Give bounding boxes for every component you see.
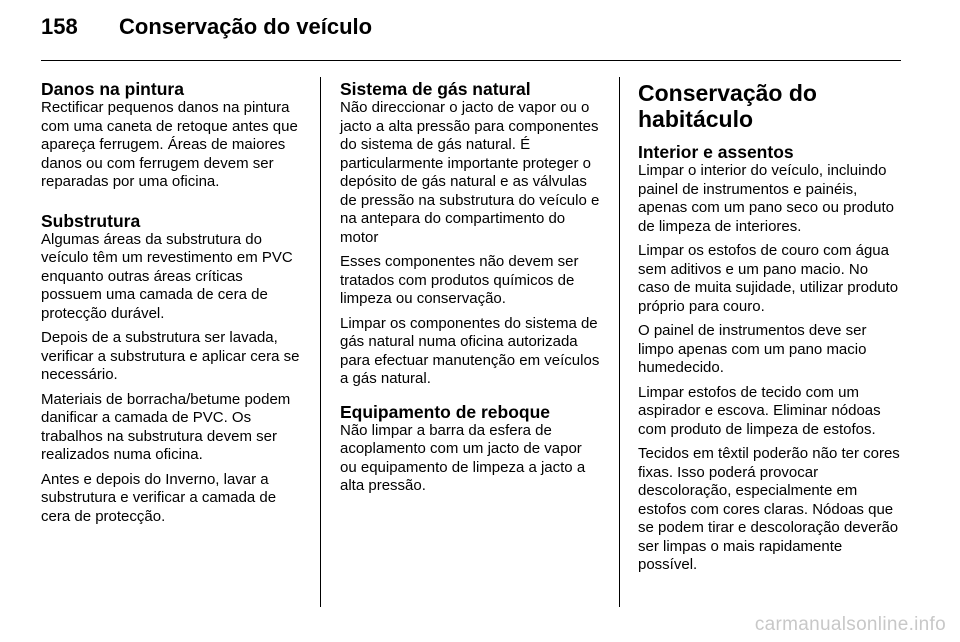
column-divider-1 xyxy=(320,77,321,607)
page-number: 158 xyxy=(41,14,78,39)
page-title: Conservação do veículo xyxy=(119,14,373,39)
header-rule xyxy=(41,60,901,61)
paragraph: O painel de instrumentos deve ser limpo apenas com um pano macio humedecido. xyxy=(638,322,867,376)
column-3 xyxy=(638,80,902,581)
watermark: carmanualsonline.info xyxy=(754,614,946,635)
paragraph: Depois de a substrutura ser lavada, verificar a substrutura e aplicar cera se necessário. xyxy=(41,329,300,383)
paragraph: Limpar os componentes do sistema de gás natural numa oficina autorizada para efectuar manutenção em veículos a gás natural. xyxy=(340,314,600,387)
section-title-towing: Equipamento de reboque xyxy=(340,401,551,422)
paragraph: Não limpar a barra da esfera de acoplamento com um jacto de vapor ou equipamento de limpeza a jacto a alta pressão. xyxy=(340,421,586,494)
paragraph: Não direccionar o jacto de vapor ou o jacto a alta pressão para componentes do sistema de gás natural. É particularmente importante proteger o depósito de gás natural e as válvulas de pressão na substrutura do veículo e na antepara do compartimento do motor xyxy=(340,99,600,246)
column-1 xyxy=(41,80,303,532)
paragraph: Algumas áreas da substrutura do veículo têm um revestimento em PVC enquanto outras áreas críticas possuem uma camada de cera de protecção durável. xyxy=(41,230,293,322)
paragraph: Limpar os estofos de couro com água sem aditivos e um pano macio. No caso de muita sujidade, utilizar produto próprio para couro. xyxy=(638,242,899,315)
paragraph: Tecidos em têxtil poderão não ter cores fixas. Isso poderá provocar descoloração, especialmente em estofos com cores claras. Nódoas que se podem tirar e descoloração deverão ser limpas o mais rapidamente possível. xyxy=(638,445,900,573)
chapter-title: Conservação do habitáculo xyxy=(638,80,817,132)
column-divider-2 xyxy=(619,77,620,607)
section-title-paint-damage: Danos na pintura xyxy=(41,79,184,99)
section-title-interior: Interior e assentos xyxy=(638,142,794,162)
paragraph: Materiais de borracha/betume podem danificar a camada de PVC. Os trabalhos na substrutura devem ser realizados numa oficina. xyxy=(41,390,291,463)
paragraph: Esses componentes não devem ser tratados com produtos químicos de limpeza ou conservação. xyxy=(340,253,579,307)
paragraph: Limpar estofos de tecido com um aspirador e escova. Eliminar nódoas com produto de limpeza de estofos. xyxy=(638,383,881,438)
column-2 xyxy=(340,80,602,502)
section-title-underbody: Substrutura xyxy=(41,210,141,231)
paragraph: Rectificar pequenos danos na pintura com uma caneta de retoque antes que apareça ferrugem. Áreas de maiores danos ou com ferrugem devem ser reparadas por uma oficina. xyxy=(41,99,298,190)
paragraph: Limpar o interior do veículo, incluindo painel de instrumentos e painéis, apenas com um pano seco ou produto de limpeza de interiores. xyxy=(638,162,895,235)
section-title-natural-gas: Sistema de gás natural xyxy=(340,79,531,99)
paragraph: Antes e depois do Inverno, lavar a substrutura e verificar a camada de cera de protecção. xyxy=(41,470,277,525)
page-header xyxy=(41,14,372,48)
